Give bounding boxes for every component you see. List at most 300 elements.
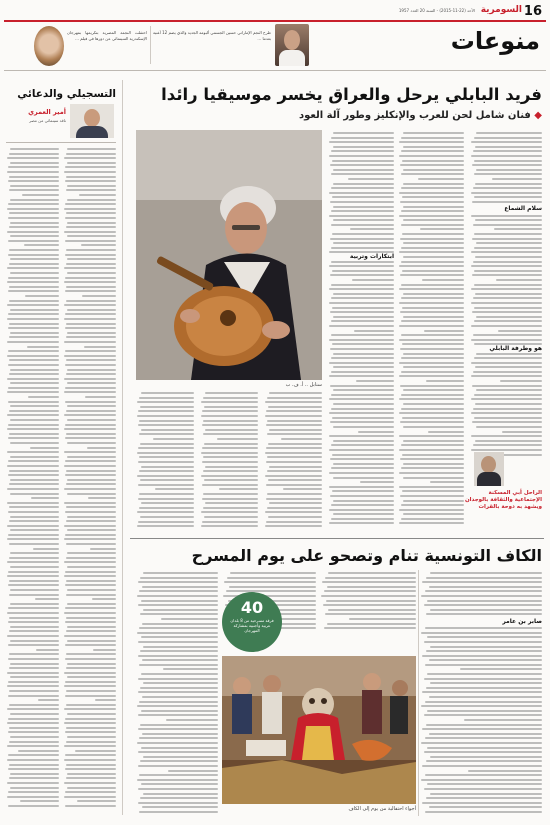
text-line bbox=[333, 403, 394, 405]
main-article-text bbox=[136, 392, 194, 530]
text-line bbox=[330, 385, 394, 387]
text-line bbox=[203, 420, 258, 422]
text-line bbox=[66, 176, 116, 178]
text-line bbox=[139, 507, 194, 509]
text-line bbox=[7, 685, 59, 687]
text-line bbox=[65, 805, 116, 807]
text-line bbox=[66, 764, 116, 766]
column-body-text bbox=[6, 148, 59, 813]
text-line bbox=[265, 511, 322, 513]
text-line bbox=[399, 412, 464, 414]
text-line bbox=[84, 346, 116, 348]
text-line bbox=[399, 472, 464, 474]
text-line bbox=[65, 327, 116, 329]
column-divider bbox=[122, 80, 123, 815]
text-line bbox=[424, 641, 542, 643]
text-line bbox=[427, 747, 542, 749]
text-line bbox=[473, 371, 542, 373]
text-line bbox=[9, 263, 59, 265]
text-line bbox=[138, 655, 218, 657]
text-line bbox=[64, 281, 116, 283]
text-line bbox=[142, 696, 218, 698]
text-line bbox=[430, 682, 542, 684]
text-line bbox=[475, 293, 542, 295]
text-line bbox=[64, 465, 116, 467]
text-line bbox=[473, 408, 542, 410]
text-line bbox=[8, 327, 59, 329]
text-line bbox=[426, 577, 542, 579]
text-line bbox=[8, 180, 59, 182]
text-line bbox=[67, 148, 116, 150]
text-line bbox=[8, 584, 59, 586]
text-line bbox=[401, 467, 464, 469]
text-line bbox=[7, 488, 59, 490]
text-line bbox=[421, 632, 542, 634]
text-line bbox=[473, 261, 542, 263]
text-line bbox=[65, 437, 116, 439]
text-line bbox=[137, 525, 194, 527]
text-line bbox=[203, 433, 258, 435]
text-line bbox=[87, 447, 116, 449]
text-line bbox=[331, 394, 394, 396]
text-line bbox=[138, 461, 194, 463]
text-line bbox=[65, 791, 116, 793]
text-line bbox=[205, 502, 258, 504]
text-line bbox=[330, 348, 394, 350]
text-line bbox=[64, 759, 116, 761]
text-line bbox=[64, 575, 116, 577]
text-line bbox=[422, 765, 542, 767]
text-line bbox=[141, 636, 218, 638]
stat-badge-number: 40 bbox=[240, 598, 264, 617]
text-line bbox=[137, 401, 194, 403]
text-line bbox=[331, 334, 394, 336]
text-line bbox=[330, 421, 394, 423]
text-line bbox=[66, 741, 116, 743]
text-line bbox=[30, 447, 59, 449]
text-line bbox=[10, 235, 59, 237]
text-line bbox=[64, 231, 116, 233]
text-line bbox=[471, 375, 542, 377]
text-line bbox=[265, 415, 322, 417]
second-photo-caption: أجواء احتفالية من يوم إلى الكاف bbox=[348, 806, 416, 812]
text-line bbox=[333, 477, 394, 479]
text-line bbox=[9, 630, 59, 632]
text-line bbox=[8, 695, 59, 697]
text-line bbox=[403, 500, 464, 502]
text-line bbox=[266, 521, 322, 523]
text-line bbox=[140, 479, 194, 481]
text-line bbox=[329, 141, 394, 143]
text-line bbox=[333, 389, 394, 391]
text-line bbox=[429, 806, 542, 808]
text-line bbox=[400, 421, 464, 423]
text-line bbox=[202, 447, 258, 449]
text-line bbox=[322, 581, 416, 583]
text-line bbox=[430, 609, 542, 611]
text-line bbox=[64, 685, 116, 687]
text-line bbox=[66, 777, 116, 779]
text-line bbox=[10, 442, 59, 444]
text-line bbox=[473, 334, 542, 336]
text-line bbox=[329, 412, 394, 414]
text-line bbox=[402, 307, 464, 309]
text-line bbox=[7, 428, 59, 430]
text-line bbox=[331, 297, 394, 299]
text-line bbox=[400, 348, 464, 350]
oud-player-illustration bbox=[136, 130, 322, 380]
text-line bbox=[201, 452, 258, 454]
text-line bbox=[472, 201, 542, 203]
text-line bbox=[329, 325, 394, 327]
text-line bbox=[141, 783, 218, 785]
text-line bbox=[7, 575, 59, 577]
text-line bbox=[266, 447, 322, 449]
text-line bbox=[332, 454, 394, 456]
text-line bbox=[421, 779, 542, 781]
text-line bbox=[7, 231, 59, 233]
text-line bbox=[332, 270, 394, 272]
text-line bbox=[403, 353, 464, 355]
text-line bbox=[10, 479, 59, 481]
text-line bbox=[328, 609, 416, 611]
text-line bbox=[10, 148, 59, 150]
text-line bbox=[75, 750, 116, 752]
text-line bbox=[329, 398, 394, 400]
second-headline: الكاف التونسية تنام وتصحو على يوم المسرح bbox=[191, 546, 542, 565]
text-line bbox=[82, 295, 116, 297]
text-line bbox=[67, 272, 116, 274]
text-line bbox=[65, 718, 116, 720]
text-line bbox=[143, 682, 218, 684]
text-line bbox=[265, 452, 322, 454]
text-line bbox=[67, 529, 116, 531]
text-line bbox=[203, 507, 258, 509]
text-line bbox=[9, 300, 59, 302]
text-line bbox=[138, 521, 194, 523]
text-line bbox=[9, 506, 59, 508]
text-line bbox=[400, 495, 464, 497]
text-line bbox=[430, 756, 542, 758]
text-line bbox=[403, 463, 464, 465]
text-line bbox=[348, 178, 394, 180]
text-line bbox=[10, 162, 59, 164]
text-line bbox=[65, 203, 116, 205]
text-line bbox=[474, 307, 542, 309]
text-line bbox=[137, 595, 218, 597]
text-line bbox=[427, 710, 542, 712]
text-line bbox=[333, 316, 394, 318]
text-line bbox=[471, 435, 542, 437]
text-line bbox=[85, 396, 116, 398]
text-line bbox=[139, 664, 218, 666]
text-line bbox=[67, 405, 116, 407]
text-line bbox=[403, 513, 464, 515]
text-line bbox=[66, 594, 116, 596]
text-line bbox=[400, 164, 464, 166]
text-line bbox=[7, 318, 59, 320]
text-line bbox=[7, 796, 59, 798]
text-line bbox=[331, 261, 394, 263]
text-line bbox=[403, 293, 464, 295]
text-line bbox=[66, 653, 116, 655]
text-line bbox=[269, 429, 322, 431]
text-line bbox=[9, 286, 59, 288]
text-line bbox=[403, 132, 464, 134]
text-line bbox=[22, 194, 59, 196]
column-header-rule bbox=[6, 142, 116, 143]
text-line bbox=[141, 710, 218, 712]
text-line bbox=[399, 192, 464, 194]
text-line bbox=[399, 302, 464, 304]
text-line bbox=[203, 397, 258, 399]
second-byline: صابر بن عامر bbox=[420, 618, 542, 625]
text-line bbox=[10, 516, 59, 518]
text-line bbox=[329, 192, 394, 194]
text-line bbox=[266, 410, 322, 412]
text-line bbox=[468, 770, 542, 772]
text-line bbox=[400, 458, 464, 460]
text-line bbox=[67, 479, 116, 481]
text-line bbox=[9, 667, 59, 669]
text-line bbox=[402, 454, 464, 456]
text-line bbox=[137, 742, 218, 744]
text-line bbox=[474, 196, 542, 198]
text-line bbox=[475, 183, 542, 185]
promo-right-text: طرح النجم الإماراتي حسين الجسمي ألبومه الجديد والذي يضم 12 أغنية بعدما ... bbox=[153, 30, 271, 41]
text-line bbox=[139, 456, 194, 458]
text-line bbox=[66, 212, 116, 214]
text-line bbox=[67, 369, 116, 371]
text-line bbox=[66, 520, 116, 522]
text-line bbox=[66, 263, 116, 265]
text-line bbox=[332, 233, 394, 235]
column-author-photo bbox=[70, 104, 114, 138]
text-line bbox=[64, 304, 116, 306]
text-line bbox=[205, 466, 258, 468]
text-line bbox=[267, 493, 322, 495]
text-line bbox=[401, 334, 464, 336]
text-line bbox=[64, 708, 116, 710]
text-line bbox=[329, 449, 394, 451]
text-line bbox=[88, 497, 116, 499]
text-line bbox=[330, 274, 394, 276]
text-line bbox=[321, 595, 416, 597]
text-line bbox=[65, 644, 116, 646]
text-line bbox=[399, 155, 464, 157]
text-line bbox=[331, 444, 394, 446]
text-line bbox=[496, 279, 542, 281]
text-line bbox=[67, 235, 116, 237]
text-line bbox=[8, 277, 59, 279]
text-line bbox=[201, 415, 258, 417]
text-line bbox=[324, 590, 416, 592]
text-line bbox=[9, 323, 59, 325]
text-line bbox=[9, 336, 59, 338]
text-line bbox=[9, 777, 59, 779]
text-line bbox=[330, 458, 394, 460]
text-line bbox=[472, 311, 542, 313]
text-line bbox=[10, 419, 59, 421]
text-line bbox=[401, 320, 464, 322]
text-line bbox=[10, 589, 59, 591]
text-line bbox=[8, 460, 59, 462]
text-line bbox=[9, 653, 59, 655]
text-line bbox=[426, 613, 542, 615]
text-line bbox=[64, 796, 116, 798]
text-line bbox=[203, 470, 258, 472]
text-line bbox=[403, 366, 464, 368]
text-line bbox=[168, 770, 218, 772]
text-line bbox=[7, 561, 59, 563]
column-author: أمير العمري bbox=[28, 108, 66, 116]
text-line bbox=[358, 431, 394, 433]
text-line bbox=[138, 728, 218, 730]
text-line bbox=[474, 173, 542, 175]
text-line bbox=[492, 178, 542, 180]
text-line bbox=[64, 561, 116, 563]
text-line bbox=[329, 288, 394, 290]
text-line bbox=[226, 590, 316, 592]
second-article-text bbox=[320, 572, 416, 632]
text-line bbox=[329, 339, 394, 341]
text-line bbox=[331, 247, 394, 249]
text-line bbox=[399, 215, 464, 217]
text-line bbox=[427, 673, 542, 675]
text-line bbox=[9, 226, 59, 228]
main-subhead-2: ابتكارات وتربية bbox=[328, 253, 394, 260]
text-line bbox=[138, 484, 194, 486]
text-line bbox=[333, 132, 394, 134]
text-line bbox=[65, 240, 116, 242]
text-line bbox=[66, 667, 116, 669]
bullet-icon: ◆ bbox=[530, 110, 542, 121]
text-line bbox=[65, 277, 116, 279]
text-line bbox=[65, 607, 116, 609]
text-line bbox=[163, 668, 218, 670]
text-line bbox=[332, 490, 394, 492]
text-line bbox=[142, 623, 218, 625]
text-line bbox=[331, 518, 394, 520]
text-line bbox=[31, 497, 59, 499]
text-line bbox=[137, 705, 218, 707]
text-line bbox=[399, 141, 464, 143]
text-line bbox=[217, 438, 258, 440]
text-line bbox=[476, 242, 542, 244]
text-line bbox=[402, 160, 464, 162]
text-line bbox=[65, 313, 116, 315]
text-line bbox=[142, 733, 218, 735]
text-line bbox=[138, 581, 218, 583]
text-line bbox=[333, 353, 394, 355]
text-line bbox=[472, 274, 542, 276]
text-line bbox=[67, 442, 116, 444]
main-article-text bbox=[470, 132, 542, 462]
text-line bbox=[64, 612, 116, 614]
text-line bbox=[64, 208, 116, 210]
text-line bbox=[140, 760, 218, 762]
text-line bbox=[471, 155, 542, 157]
text-line bbox=[352, 279, 394, 281]
text-line bbox=[7, 378, 59, 380]
text-line bbox=[66, 300, 116, 302]
text-line bbox=[64, 267, 116, 269]
text-line bbox=[67, 222, 116, 224]
text-line bbox=[65, 571, 116, 573]
text-line bbox=[422, 279, 464, 281]
text-line bbox=[65, 460, 116, 462]
text-line bbox=[142, 806, 218, 808]
text-line bbox=[93, 649, 116, 651]
text-line bbox=[139, 811, 218, 813]
text-line bbox=[331, 357, 394, 359]
text-line bbox=[399, 375, 464, 377]
text-line bbox=[399, 449, 464, 451]
text-line bbox=[9, 189, 59, 191]
text-line bbox=[331, 137, 394, 139]
main-photo-caption: سنابل .. أ. ف. ب bbox=[285, 382, 322, 388]
text-line bbox=[8, 401, 59, 403]
text-line bbox=[138, 714, 218, 716]
text-line bbox=[9, 543, 59, 545]
text-line bbox=[137, 452, 194, 454]
text-line bbox=[471, 339, 542, 341]
text-line bbox=[281, 438, 322, 440]
text-line bbox=[475, 366, 542, 368]
text-line bbox=[475, 219, 542, 221]
text-line bbox=[67, 516, 116, 518]
text-line bbox=[10, 405, 59, 407]
text-line bbox=[471, 449, 542, 451]
text-line bbox=[403, 169, 464, 171]
text-line bbox=[422, 655, 542, 657]
text-line bbox=[332, 417, 394, 419]
text-line bbox=[65, 754, 116, 756]
text-line bbox=[7, 612, 59, 614]
text-line bbox=[10, 773, 59, 775]
text-line bbox=[460, 668, 542, 670]
text-line bbox=[64, 157, 116, 159]
text-line bbox=[10, 640, 59, 642]
text-line bbox=[329, 302, 394, 304]
text-line bbox=[8, 644, 59, 646]
text-line bbox=[269, 502, 322, 504]
text-line bbox=[66, 630, 116, 632]
text-line bbox=[474, 233, 542, 235]
text-line bbox=[8, 313, 59, 315]
text-line bbox=[422, 581, 542, 583]
text-line bbox=[354, 330, 394, 332]
text-line bbox=[66, 727, 116, 729]
text-line bbox=[266, 424, 322, 426]
text-line bbox=[64, 451, 116, 453]
text-line bbox=[402, 490, 464, 492]
text-line bbox=[429, 586, 542, 588]
text-line bbox=[399, 288, 464, 290]
text-line bbox=[471, 215, 542, 217]
article-separator bbox=[130, 538, 544, 539]
text-line bbox=[326, 600, 416, 602]
stat-badge-text: فرقة مسرحية من 8 بلدان عربية وأجنبية بمشاركة المهرجان bbox=[230, 618, 274, 634]
text-line bbox=[473, 224, 542, 226]
column-author-role: ناقد سينمائي من مصر bbox=[29, 118, 66, 123]
text-line bbox=[474, 320, 542, 322]
text-line bbox=[429, 659, 542, 661]
text-line bbox=[424, 714, 542, 716]
text-line bbox=[10, 603, 59, 605]
text-line bbox=[66, 543, 116, 545]
text-line bbox=[426, 380, 464, 382]
